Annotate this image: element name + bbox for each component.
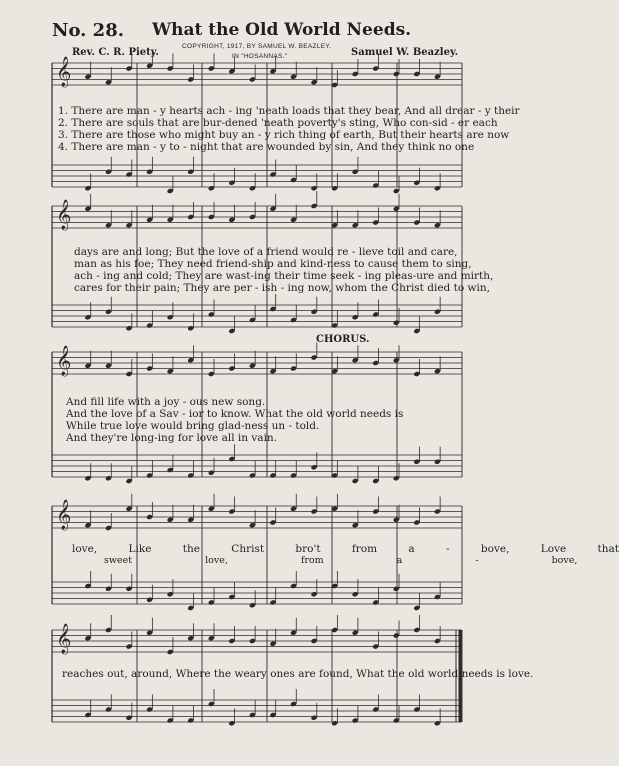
treble-clef-icon: 𝄞 (56, 500, 72, 530)
bass-staff (52, 700, 462, 722)
bass-staff (52, 455, 462, 477)
treble-clef-icon: 𝄞 (56, 346, 72, 376)
verse-3-lyric: While true love would bring glad-ness un - told. (66, 420, 320, 432)
bass-staff (52, 165, 462, 187)
verse-4-lyric: 4. There are man - y to - night that are wounded by sin, And they think no one (58, 141, 475, 153)
treble-staff (52, 630, 462, 652)
copyright-line: COPYRIGHT, 1917, BY SAMUEL W. BEAZLEY. (182, 43, 332, 50)
treble-staff (52, 352, 462, 374)
bass-staff (52, 582, 462, 604)
lyricist: Rev. C. R. Piety. (72, 47, 159, 58)
verse-2-lyric: man as his foe; They need friend-ship and kind-ness to cause them to sing, (74, 258, 472, 270)
treble-staff (52, 206, 462, 228)
verse-3-lyric: ach - ing and cold; They are wast-ing their time seek - ing pleas-ure and mirth, (74, 270, 494, 282)
verse-2-lyric: And the love of a Sav - ior to know. What the old world needs is (66, 408, 404, 420)
verse-1-lyric: 1. There are man - y hearts ach - ing 'neath loads that they bear, And all drear - y their (58, 105, 520, 117)
verse-4-lyric: And they're long-ing for love all in vain. (66, 432, 278, 444)
verse-1-lyric: days are and long; But the love of a friend would re - lieve toil and care, (74, 246, 458, 258)
treble-staff (52, 63, 462, 85)
chorus-echo-lyric: sweet love, from a - bove, (104, 555, 578, 566)
chorus-lyric: reaches out, around, Where the weary ones are found, What the old world needs is love. (62, 668, 534, 680)
bass-staff (52, 305, 462, 327)
chorus-label: CHORUS. (316, 334, 370, 345)
treble-clef-icon: 𝄞 (56, 57, 72, 87)
chorus-lyric: love, Like the Christ bro't from a - bove, Love that (72, 543, 619, 555)
hymn-title: What the Old World Needs. (152, 20, 412, 40)
treble-staff (52, 506, 462, 528)
hymn-number: No. 28. (52, 20, 124, 41)
verse-1-lyric: And fill life with a joy - ous new song. (66, 396, 266, 408)
composer: Samuel W. Beazley. (351, 47, 459, 58)
source-book-line: IN "HOSANNAS." (232, 53, 288, 60)
treble-clef-icon: 𝄞 (56, 624, 72, 654)
verse-3-lyric: 3. There are those who might buy an - y rich thing of earth, But their hearts are now (58, 129, 510, 141)
verse-4-lyric: cares for their pain; They are per - ish - ing now, whom the Christ died to win, (74, 282, 490, 294)
verse-2-lyric: 2. There are souls that are bur-dened 'neath poverty's sting, Who con-sid - er each (58, 117, 498, 129)
treble-clef-icon: 𝄞 (56, 200, 72, 230)
